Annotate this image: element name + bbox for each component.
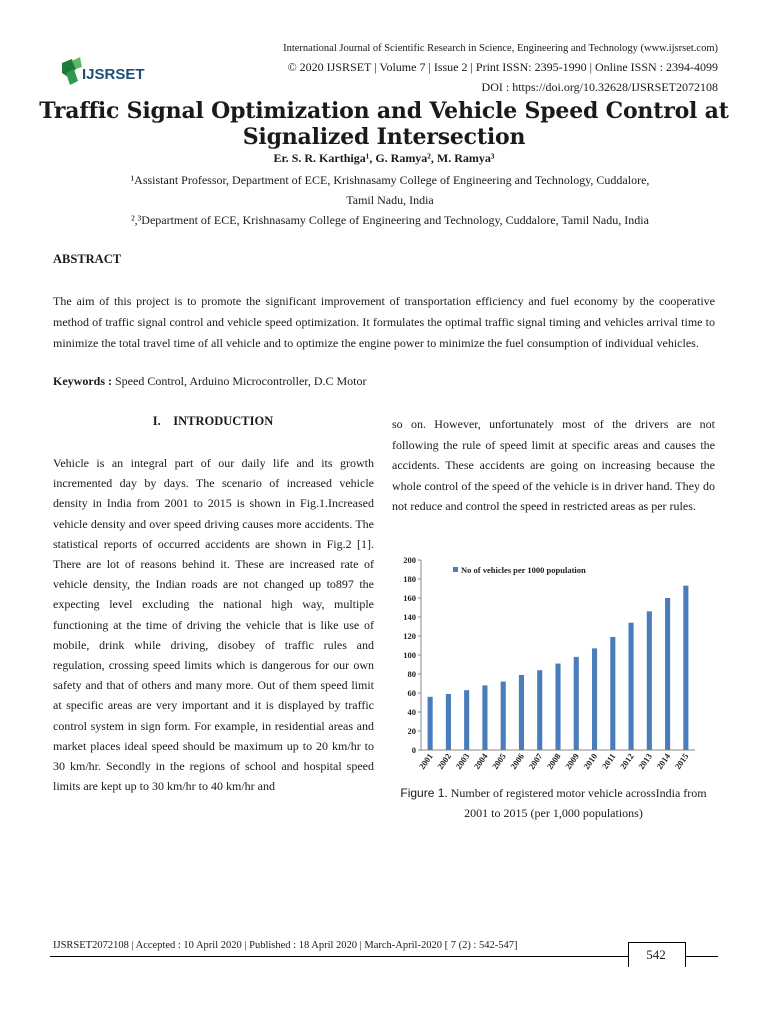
logo-text: IJSRSET bbox=[82, 66, 145, 83]
y-tick-label: 140 bbox=[403, 612, 416, 622]
figure-label: Figure 1. bbox=[400, 786, 448, 800]
x-tick-label: 2005 bbox=[489, 751, 508, 772]
page-number: 542 bbox=[646, 947, 666, 962]
figure-caption-text: Number of registered motor vehicle acrossIndia from 2001 to 2015 (per 1,000 populations) bbox=[447, 786, 707, 820]
y-tick-label: 100 bbox=[403, 650, 416, 660]
journal-name: International Journal of Scientific Research in Science, Engineering and Technology (www.ijsrset.com) bbox=[283, 43, 718, 54]
copyright-line: © 2020 IJSRSET | Volume 7 | Issue 2 | Print ISSN: 2395-1990 | Online ISSN : 2394-4099 bbox=[287, 60, 718, 74]
introduction-heading: I. INTRODUCTION bbox=[152, 414, 274, 428]
bar bbox=[647, 611, 652, 750]
x-tick-label: 2012 bbox=[617, 751, 636, 772]
x-tick-label: 2008 bbox=[544, 751, 563, 772]
x-tick-label: 2004 bbox=[471, 751, 490, 772]
bar bbox=[629, 623, 634, 750]
x-tick-label: 2009 bbox=[562, 751, 581, 772]
figure-caption bbox=[392, 783, 715, 823]
abstract-body: The aim of this project is to promote the significant improvement of transportation efficiency and fuel economy by the cooperative method of traffic signal control and vehicle speed optimization. It formulates the optimal traffic signal timing and vehicles arrival time to minimize the total travel time of all vehicle and to optimize the engine power to minimize the fuel consumption of individual vehicles. bbox=[53, 294, 715, 350]
y-tick-label: 80 bbox=[407, 669, 416, 679]
x-tick-label: 2003 bbox=[453, 751, 472, 772]
journal-logo bbox=[60, 55, 152, 89]
keywords-label: Keywords : bbox=[53, 374, 112, 388]
x-tick-label: 2001 bbox=[416, 751, 435, 772]
x-tick-label: 2002 bbox=[435, 751, 454, 772]
bar bbox=[683, 586, 688, 750]
legend-swatch bbox=[453, 567, 458, 572]
y-tick-label: 60 bbox=[407, 688, 416, 698]
footer-citation: IJSRSET2072108 | Accepted : 10 April 2020 | Published : 18 April 2020 | March-April-2020 [ 7 (2) : 542-547] bbox=[53, 940, 518, 951]
bar bbox=[610, 637, 615, 750]
bar bbox=[428, 697, 433, 750]
x-tick-label: 2013 bbox=[636, 751, 654, 772]
bar bbox=[464, 690, 469, 750]
y-tick-label: 200 bbox=[403, 555, 416, 565]
bar bbox=[519, 675, 524, 750]
y-tick-label: 120 bbox=[403, 631, 416, 641]
y-tick-label: 180 bbox=[403, 574, 416, 584]
x-tick-label: 2014 bbox=[654, 751, 673, 772]
authors: Er. S. R. Karthiga¹, G. Ramya², M. Ramya³ bbox=[273, 151, 495, 165]
bar bbox=[446, 694, 451, 750]
keywords bbox=[53, 374, 367, 389]
y-tick-label: 20 bbox=[407, 726, 416, 736]
y-tick-label: 0 bbox=[411, 745, 416, 755]
bar bbox=[574, 657, 579, 750]
affiliation-1-line2: Tamil Nadu, India bbox=[346, 193, 434, 207]
bar bbox=[665, 598, 670, 750]
bar bbox=[537, 670, 542, 750]
bar bbox=[501, 682, 506, 750]
x-tick-label: 2011 bbox=[599, 751, 618, 771]
intro-left-column: Vehicle is an integral part of our daily life and its growth incremented day by days. The scenario of increased vehicle density in India from 2001 to 2015 is shown in Fig.1.Increased vehicle density and over speed driving causes more accidents. The statistical reports of occurred accidents are shown in Fig.2 [1]. There are lot of reasons behind it. These are increased rate of vehicle density, the Indian roads are not changed up to897 the expecting level excluding the national high way, multiple functioning at the time of driving the vehicle that is like use of mobile, drink while driving, disobey of traffic rules and regulation, crossing speed limits which is dangerous for our own safety and that of others and many more. Out of them speed limit at specific areas are very important and it is displayed by traffic control system in sign form. For example, in residential areas and market places ideal speed should be maximum up to 20 km/hr to 30 km/hr. Secondly in the regions of school and hospital speed limits are kept up to 30 km/hr to 40 km/hr and bbox=[53, 456, 374, 794]
y-tick-label: 40 bbox=[407, 707, 416, 717]
y-tick-label: 160 bbox=[403, 593, 416, 603]
bar bbox=[482, 685, 487, 750]
x-tick-label: 2006 bbox=[508, 751, 527, 772]
x-tick-label: 2007 bbox=[526, 751, 545, 772]
intro-right-column: so on. However, unfortunately most of the drivers are not following the rule of speed limit at specific areas and causes the accidents. These accidents are going on increasing because the whole control of the speed of the vehicle is in driver hand. They do not reduce and control the speed in restricted areas as per rules. bbox=[392, 417, 715, 514]
vehicle-density-bar-chart bbox=[395, 554, 705, 782]
doi-line: DOI : https://doi.org/10.32628/IJSRSET2072108 bbox=[481, 80, 718, 94]
x-tick-label: 2010 bbox=[581, 751, 600, 772]
keywords-text: Speed Control, Arduino Microcontroller, D.C Motor bbox=[112, 374, 367, 388]
bar bbox=[555, 664, 560, 750]
legend-label: No of vehicles per 1000 population bbox=[461, 565, 586, 575]
footer-rule bbox=[50, 956, 718, 957]
bar bbox=[592, 648, 597, 750]
paper-title-line2: Signalized Intersection bbox=[242, 124, 526, 150]
affiliation-2: ²,³Department of ECE, Krishnasamy College of Engineering and Technology, Cuddalore, Tamil Nadu, India bbox=[131, 213, 649, 227]
paper-title-line1: Traffic Signal Optimization and Vehicle Speed Control at bbox=[39, 98, 729, 124]
abstract-heading: ABSTRACT bbox=[53, 252, 122, 266]
affiliation-1-line1: ¹Assistant Professor, Department of ECE, Krishnasamy College of Engineering and Technology, Cuddalore, bbox=[130, 173, 650, 187]
x-tick-label: 2015 bbox=[672, 751, 691, 772]
